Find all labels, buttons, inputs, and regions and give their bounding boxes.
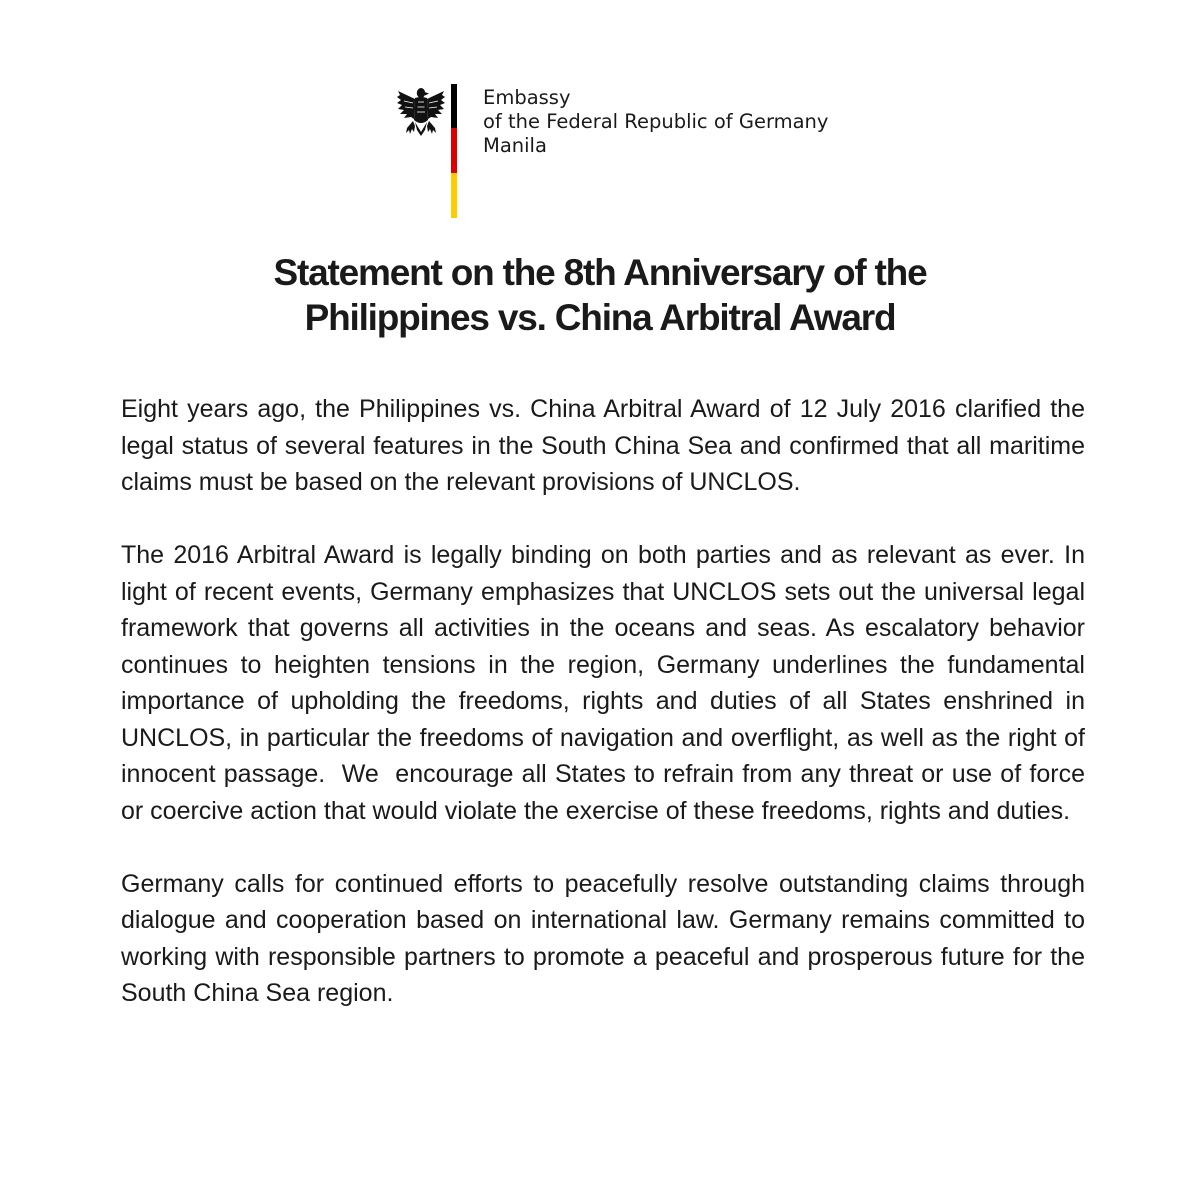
embassy-name-line1: Embassy (483, 86, 571, 109)
embassy-name-line2: of the Federal Republic of Germany (483, 110, 829, 133)
german-flag-bar (451, 84, 457, 218)
statement-body (121, 391, 1092, 1012)
embassy-name (483, 86, 829, 158)
statement-title-line2: Philippines vs. China Arbitral Award (304, 297, 896, 338)
statement-paragraph-1: Eight years ago, the Philippines vs. China Arbitral Award of 12 July 2016 clarified the legal status of several features in the South China Sea and confirmed that all maritime claims must be based on the relevant provisions of UNCLOS. (121, 395, 1092, 496)
statement-paragraph-2: The 2016 Arbitral Award is legally binding on both parties and as relevant as ever. In light of recent events, Germany emphasizes that UNCLOS sets out the universal legal framework that governs all activities in the oceans and seas. As escalatory behavior continues to heighten tensions in the region, Germany underlines the fundamental importance of upholding the freedoms, rights and duties of all States enshrined in UNCLOS, in particular the freedoms of navigation and overflight, as well as the right of innocent passage. We encourage all States to refrain from any threat or use of force or coercive action that would violate the exercise of these freedoms, rights and duties. (121, 541, 1092, 825)
flag-stripe-red (451, 128, 457, 173)
flag-stripe-gold (451, 173, 457, 218)
statement-title-line1: Statement on the 8th Anniversary of the (273, 252, 927, 293)
statement-title (100, 250, 1100, 340)
flag-stripe-black (451, 84, 457, 128)
federal-eagle-icon (396, 86, 446, 144)
embassy-name-line3: Manila (483, 134, 547, 157)
statement-paragraph-3: Germany calls for continued efforts to peacefully resolve outstanding claims through dialogue and cooperation based on international law. Germany remains committed to working with responsible partners to promote a peaceful and prosperous future for the South China Sea region. (121, 869, 1092, 1007)
